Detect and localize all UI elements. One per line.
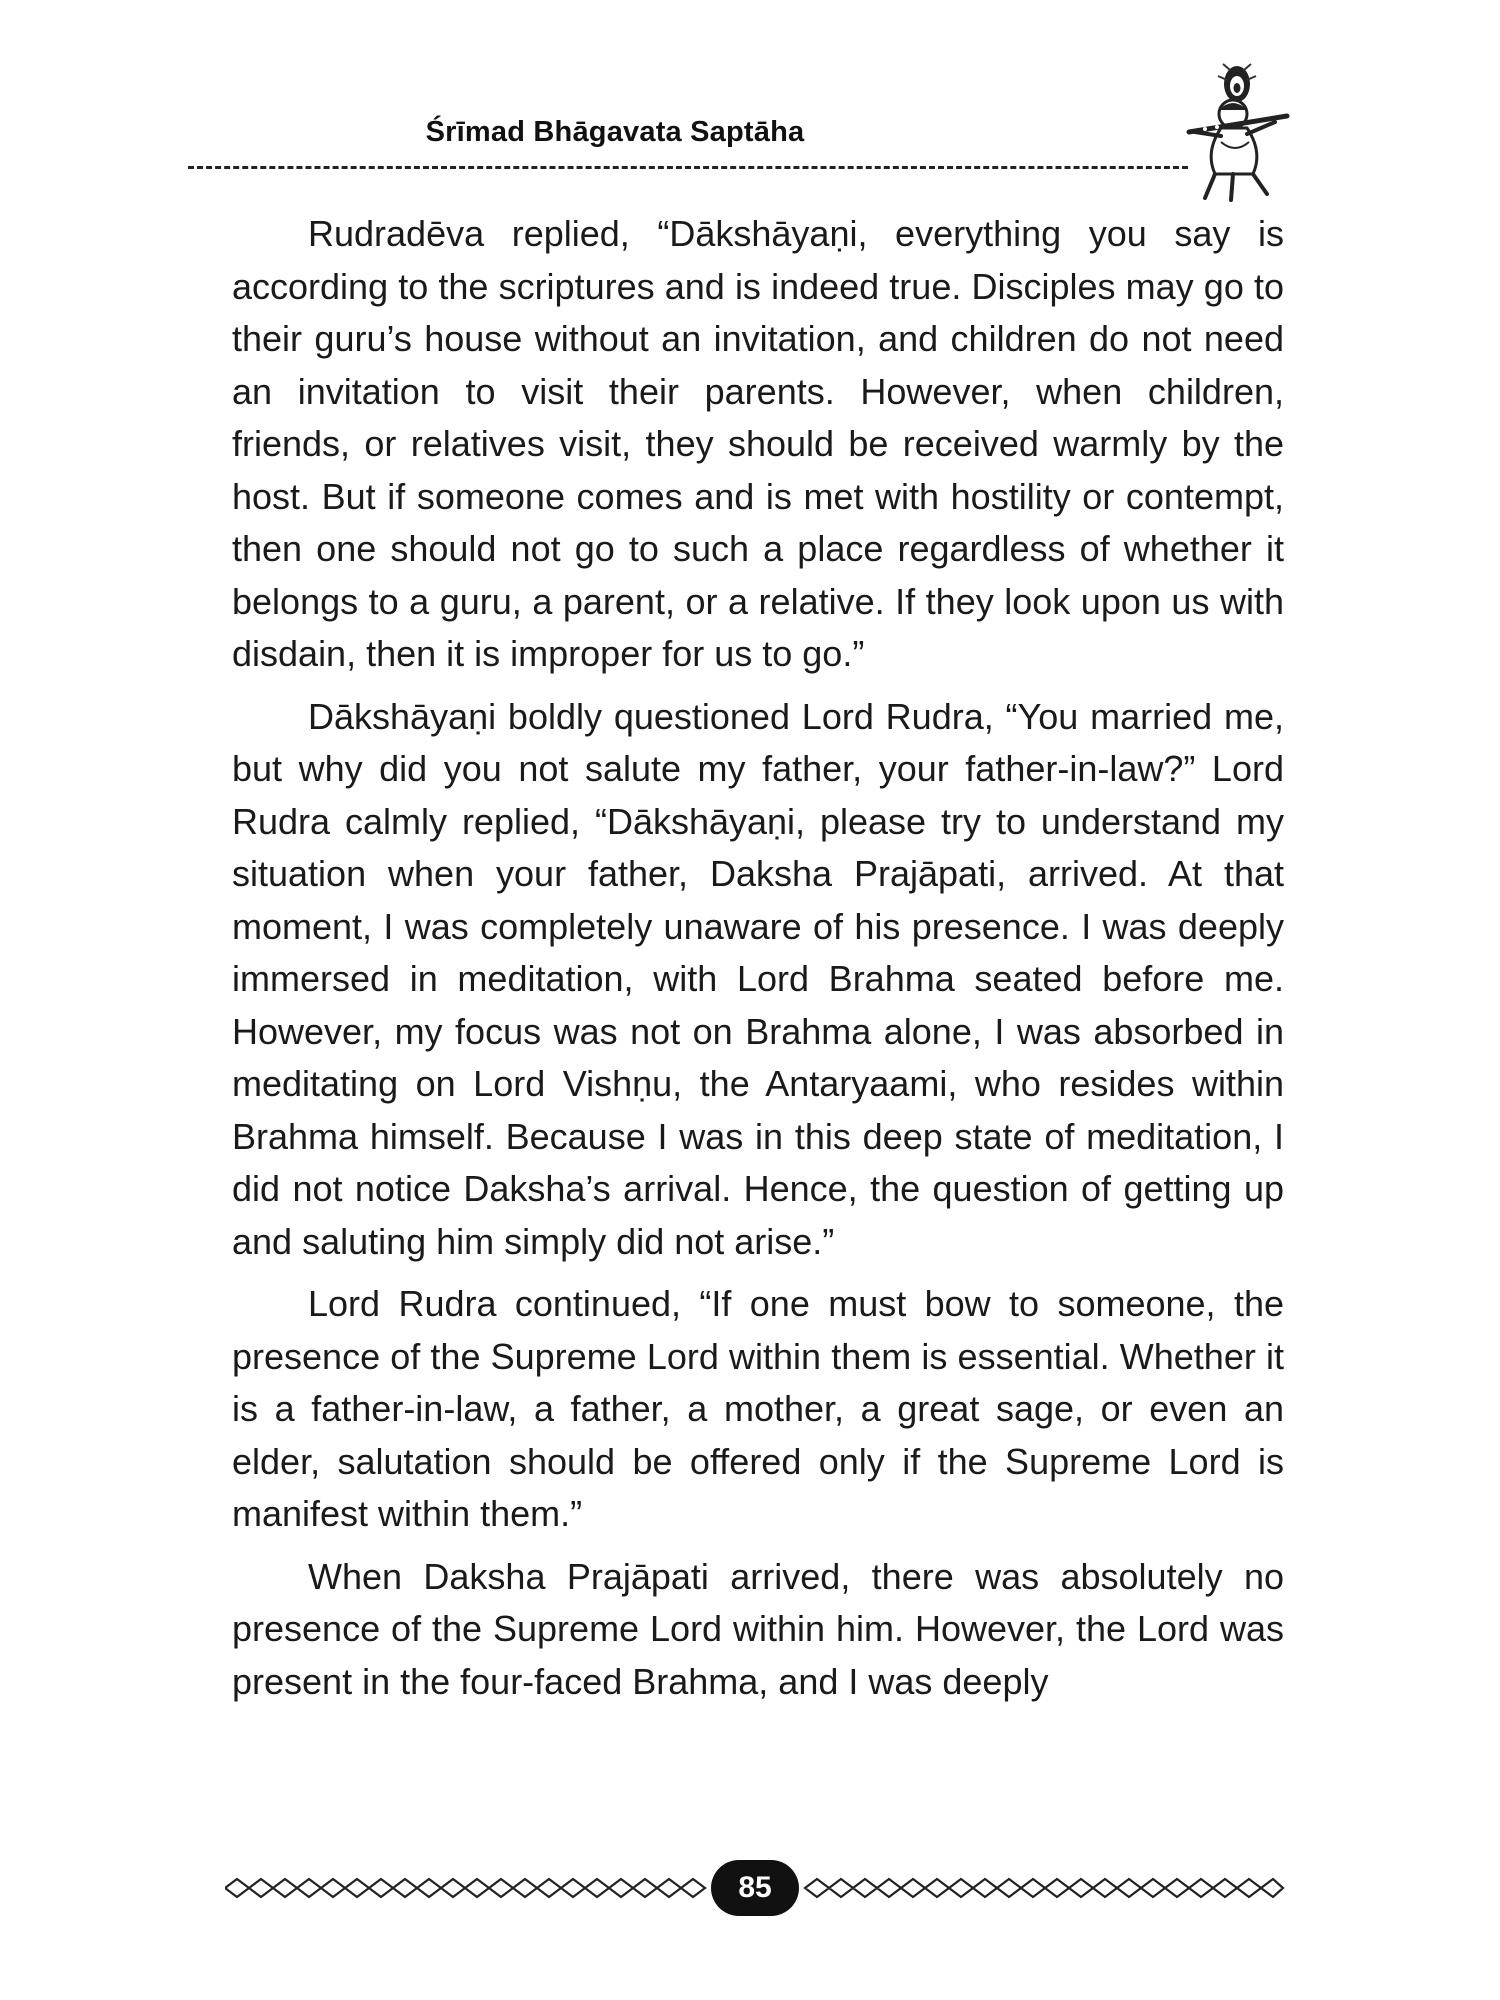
page-number: 85 (711, 1860, 799, 1916)
header-divider (188, 166, 1188, 169)
running-title: Śrīmad Bhāgavata Saptāha (425, 116, 805, 148)
krishna-flute-peacock-feather-icon (1175, 62, 1295, 202)
page-header (0, 100, 1500, 180)
body-text (232, 208, 1284, 1718)
paragraph-3: Lord Rudra continued, “If one must bow to someone, the presence of the Supreme Lord within them is essential. Whether it is a father-in-law, a father, a mother, a great sage, or even an elder, salutation should be offered only if the Supreme Lord is manifest within them.” (232, 1283, 1284, 1534)
paragraph-2: Dākshāyaṇi boldly questioned Lord Rudra, “You married me, but why did you not salute my father, your father-in-law?” Lord Rudra calmly replied, “Dākshāyaṇi, please try to understand my situation when your father, Daksha Prajāpati, arrived. At that moment, I was completely unaware of his presence. I was deeply immersed in meditation, with Lord Brahma seated before me. However, my focus was not on Brahma alone, I was absorbed in meditating on Lord Vishṇu, the Antaryaami, who resides within Brahma himself. Because I was in this deep state of meditation, I did not notice Daksha’s arrival. Hence, the question of getting up and saluting him simply did not arise.” (232, 695, 1284, 1262)
paragraph-1: Rudradēva replied, “Dākshāyaṇi, everything you say is according to the scriptures and is indeed true. Disciples may go to their guru’s house without an invitation, and children do not need an invitation to visit their parents. However, when children, friends, or relatives visit, they should be received warmly by the host. But if someone comes and is met with hostility or contempt, then one should not go to such a place regardless of whether it belongs to a guru, a parent, or a relative. If they look upon us with disdain, then it is improper for us to go.” (232, 213, 1284, 674)
page-footer (225, 1860, 1285, 1916)
paragraph-4: When Daksha Prajāpati arrived, there was absolutely no presence of the Supreme Lord within him. However, the Lord was present in the four-faced Brahma, and I was deeply (232, 1555, 1284, 1702)
